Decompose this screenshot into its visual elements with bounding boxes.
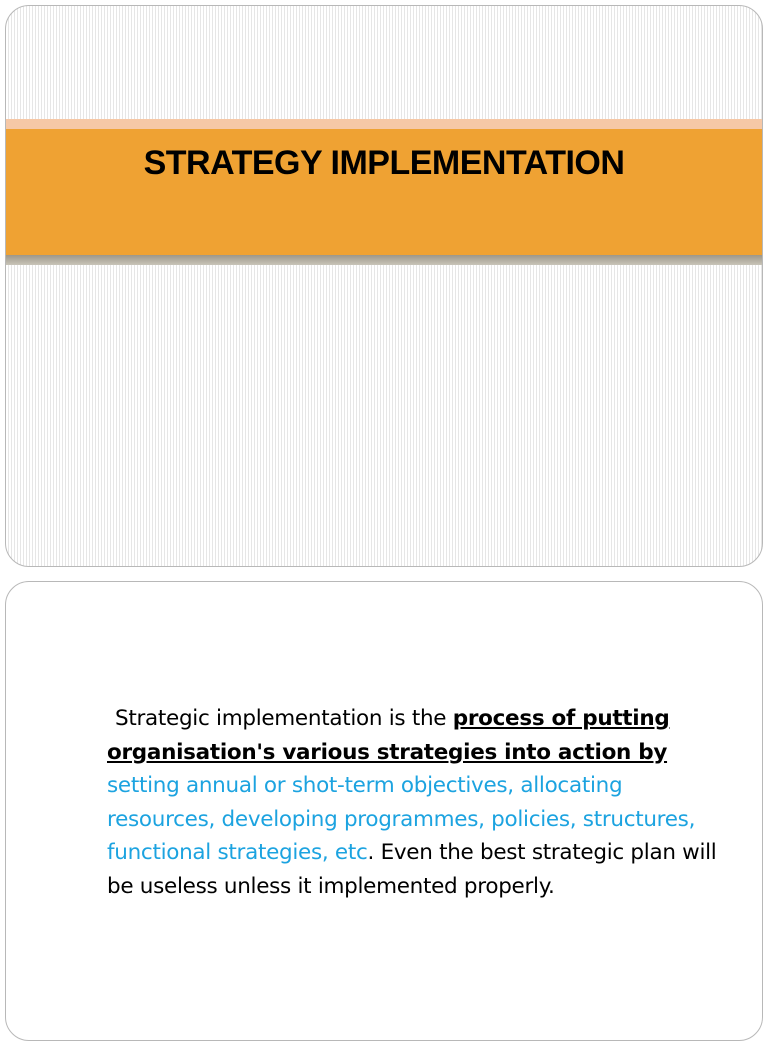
- definition-rest: . Even the best strategic plan will be useless unless it implemented properly.: [107, 840, 717, 899]
- title-band-top-stripe: [6, 119, 762, 129]
- title-band-bottom-stripe: [6, 255, 762, 265]
- definition-highlight: setting annual or shot-term objectives, allocating resources, developing programmes, policies, structures, functional strategies, etc: [107, 773, 696, 865]
- definition-emphasis: process of putting organisation's various strategies into action by: [107, 706, 670, 765]
- title-slide: [5, 5, 763, 567]
- content-slide: [5, 581, 763, 1041]
- definition-intro: Strategic implementation is the: [115, 706, 453, 731]
- definition-paragraph: [107, 702, 732, 903]
- slide-title: STRATEGY IMPLEMENTATION: [143, 144, 625, 182]
